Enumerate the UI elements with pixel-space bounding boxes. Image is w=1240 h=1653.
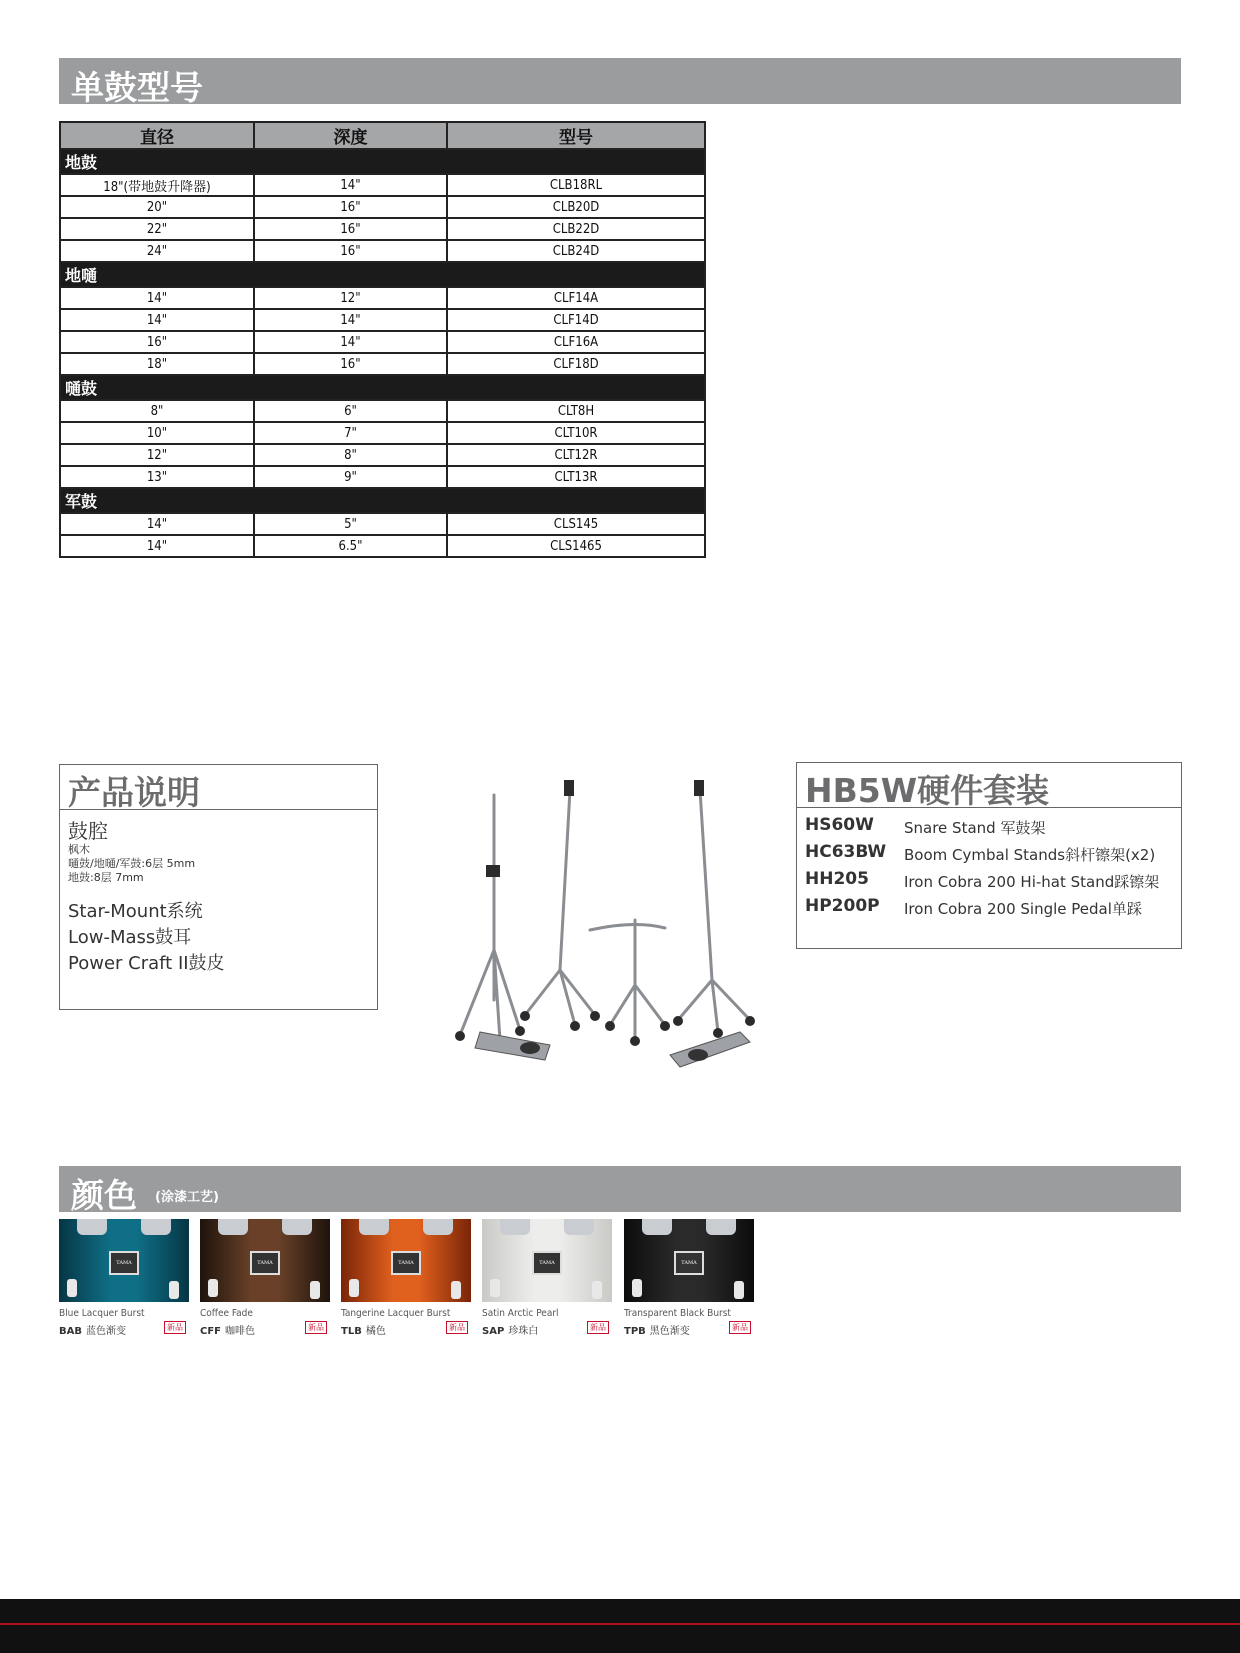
table-row: [60, 513, 705, 535]
drum-lug: [451, 1281, 461, 1299]
category-label: 地嗵: [60, 262, 705, 287]
spec-section-title: 单鼓型号: [71, 68, 203, 107]
depth-cell: 14": [254, 174, 447, 196]
shell-subtitle: 鼓腔: [68, 819, 108, 843]
drum-hoop: [423, 1219, 453, 1235]
table-row: [60, 535, 705, 557]
shell-detail: 枫木: [68, 843, 90, 856]
drum-lug: [490, 1279, 500, 1297]
shell-detail: 嗵鼓/地嗵/军鼓:6层 5mm: [68, 857, 196, 870]
drum-hoop: [282, 1219, 312, 1235]
hardware-name: Iron Cobra 200 Single Pedal单踩: [904, 900, 1142, 918]
new-badge: 新品: [446, 1321, 468, 1334]
drum-lug: [592, 1281, 602, 1299]
hardware-name: Iron Cobra 200 Hi-hat Stand踩镲架: [904, 873, 1160, 891]
table-row: [60, 174, 705, 196]
depth-cell: 14": [254, 309, 447, 331]
diameter-cell: 14": [60, 535, 254, 557]
model-cell: CLB20D: [447, 196, 705, 218]
color-code: BAB: [59, 1326, 82, 1337]
table-row: [60, 196, 705, 218]
feature-item: Star-Mount系统: [68, 901, 203, 922]
color-name: Transparent Black Burst: [624, 1308, 731, 1319]
category-row: [60, 262, 705, 287]
drum-lug: [632, 1279, 642, 1297]
color-code-line: [624, 1322, 690, 1337]
diameter-cell: 8": [60, 400, 254, 422]
depth-cell: 16": [254, 353, 447, 375]
color-cn-name: 珍珠白: [508, 1326, 539, 1337]
depth-cell: 16": [254, 240, 447, 262]
colors-section-header: [59, 1166, 1181, 1215]
color-cn-name: 橘色: [365, 1326, 386, 1337]
model-cell: CLB22D: [447, 218, 705, 240]
diameter-cell: 13": [60, 466, 254, 488]
depth-cell: 7": [254, 422, 447, 444]
diameter-cell: 14": [60, 309, 254, 331]
spec-section-header: [59, 58, 1181, 107]
drum-hoop: [141, 1219, 171, 1235]
drum-lug: [349, 1279, 359, 1297]
color-code: TLB: [341, 1326, 362, 1337]
drum-hoop: [500, 1219, 530, 1235]
shell-detail: 地鼓:8层 7mm: [68, 871, 144, 884]
hardware-code: HH205: [805, 869, 869, 889]
table-row: [60, 309, 705, 331]
table-row: [60, 287, 705, 309]
hardware-title: HB5W硬件套装: [805, 771, 1050, 810]
depth-cell: 8": [254, 444, 447, 466]
drum-lug: [208, 1279, 218, 1297]
table-row: [60, 353, 705, 375]
hardware-name: Snare Stand 军鼓架: [904, 819, 1046, 837]
category-label: 地鼓: [60, 149, 705, 174]
model-cell: CLS145: [447, 513, 705, 535]
depth-cell: 5": [254, 513, 447, 535]
col-header-diameter: 直径: [60, 122, 254, 149]
footer-red-line: [0, 1623, 1240, 1625]
table-row: [60, 331, 705, 353]
col-header-model: 型号: [447, 122, 705, 149]
color-code-line: [59, 1322, 126, 1337]
table-row: [60, 422, 705, 444]
feature-item: Power Craft II鼓皮: [68, 953, 225, 974]
model-cell: CLB24D: [447, 240, 705, 262]
diameter-cell: 22": [60, 218, 254, 240]
drum-hoop: [77, 1219, 107, 1235]
drum-hoop: [642, 1219, 672, 1235]
color-swatch-image: [341, 1219, 471, 1302]
tama-logo-badge: TAMA: [250, 1251, 280, 1275]
model-cell: CLT13R: [447, 466, 705, 488]
diameter-cell: 10": [60, 422, 254, 444]
color-code: CFF: [200, 1326, 222, 1337]
color-cn-name: 蓝色渐变: [85, 1326, 126, 1337]
hardware-code: HC63BW: [805, 842, 887, 862]
tama-logo-badge: TAMA: [109, 1251, 139, 1275]
drum-lug: [310, 1281, 320, 1299]
hardware-code: HP200P: [805, 896, 880, 916]
color-name: Satin Arctic Pearl: [482, 1308, 559, 1319]
drum-hoop: [706, 1219, 736, 1235]
diameter-cell: 16": [60, 331, 254, 353]
model-cell: CLB18RL: [447, 174, 705, 196]
drum-lug: [67, 1279, 77, 1297]
depth-cell: 6": [254, 400, 447, 422]
model-cell: CLT12R: [447, 444, 705, 466]
table-row: [60, 444, 705, 466]
color-swatch-image: [624, 1219, 754, 1302]
tama-logo-badge: TAMA: [532, 1251, 562, 1275]
drum-hoop: [218, 1219, 248, 1235]
model-cell: CLF14A: [447, 287, 705, 309]
color-code-line: [482, 1322, 538, 1337]
color-name: Blue Lacquer Burst: [59, 1308, 145, 1319]
drum-spec-table: [59, 121, 706, 558]
diameter-cell: 18"(带地鼓升降器): [60, 174, 254, 196]
diameter-cell: 24": [60, 240, 254, 262]
color-name: Tangerine Lacquer Burst: [341, 1308, 451, 1319]
diameter-cell: 14": [60, 287, 254, 309]
diameter-cell: 18": [60, 353, 254, 375]
color-code-line: [200, 1322, 255, 1337]
depth-cell: 12": [254, 287, 447, 309]
depth-cell: 16": [254, 196, 447, 218]
color-swatch-image: [482, 1219, 612, 1302]
color-code: SAP: [482, 1326, 505, 1337]
drum-hoop: [564, 1219, 594, 1235]
tama-logo-badge: TAMA: [391, 1251, 421, 1275]
description-header: [60, 765, 377, 810]
color-cn-name: 咖啡色: [225, 1326, 256, 1337]
category-row: [60, 375, 705, 400]
colors-section-title: 颜色: [71, 1176, 137, 1215]
category-row: [60, 488, 705, 513]
diameter-cell: 12": [60, 444, 254, 466]
model-cell: CLF14D: [447, 309, 705, 331]
table-row: [60, 466, 705, 488]
model-cell: CLF16A: [447, 331, 705, 353]
depth-cell: 16": [254, 218, 447, 240]
color-cn-name: 黑色渐变: [649, 1326, 690, 1337]
col-header-depth: 深度: [254, 122, 447, 149]
new-badge: 新品: [164, 1321, 186, 1334]
colors-section-subtitle: (涂漆工艺): [155, 1190, 219, 1205]
description-title: 产品说明: [68, 773, 200, 812]
depth-cell: 6.5": [254, 535, 447, 557]
model-cell: CLT8H: [447, 400, 705, 422]
feature-item: Low-Mass鼓耳: [68, 927, 192, 948]
table-header-row: [60, 122, 705, 149]
depth-cell: 9": [254, 466, 447, 488]
new-badge: 新品: [587, 1321, 609, 1334]
category-row: [60, 149, 705, 174]
color-name: Coffee Fade: [200, 1308, 253, 1319]
depth-cell: 14": [254, 331, 447, 353]
hardware-kit-illustration: [450, 770, 800, 1070]
table-row: [60, 400, 705, 422]
new-badge: 新品: [305, 1321, 327, 1334]
hardware-name: Boom Cymbal Stands斜杆镲架(x2): [904, 846, 1156, 864]
page-footer-bar: [0, 1599, 1240, 1653]
category-label: 军鼓: [60, 488, 705, 513]
color-swatch-image: [200, 1219, 330, 1302]
diameter-cell: 20": [60, 196, 254, 218]
diameter-cell: 14": [60, 513, 254, 535]
hardware-header: [797, 763, 1181, 808]
color-code: TPB: [624, 1326, 646, 1337]
drum-hoop: [359, 1219, 389, 1235]
drum-lug: [169, 1281, 179, 1299]
new-badge: 新品: [729, 1321, 751, 1334]
model-cell: CLS1465: [447, 535, 705, 557]
model-cell: CLT10R: [447, 422, 705, 444]
hardware-set-box: [796, 762, 1182, 949]
tama-logo-badge: TAMA: [674, 1251, 704, 1275]
hardware-code: HS60W: [805, 815, 874, 835]
drum-lug: [734, 1281, 744, 1299]
table-row: [60, 218, 705, 240]
model-cell: CLF18D: [447, 353, 705, 375]
color-swatch-image: [59, 1219, 189, 1302]
color-code-line: [341, 1322, 386, 1337]
product-description-box: [59, 764, 378, 1010]
table-row: [60, 240, 705, 262]
category-label: 嗵鼓: [60, 375, 705, 400]
